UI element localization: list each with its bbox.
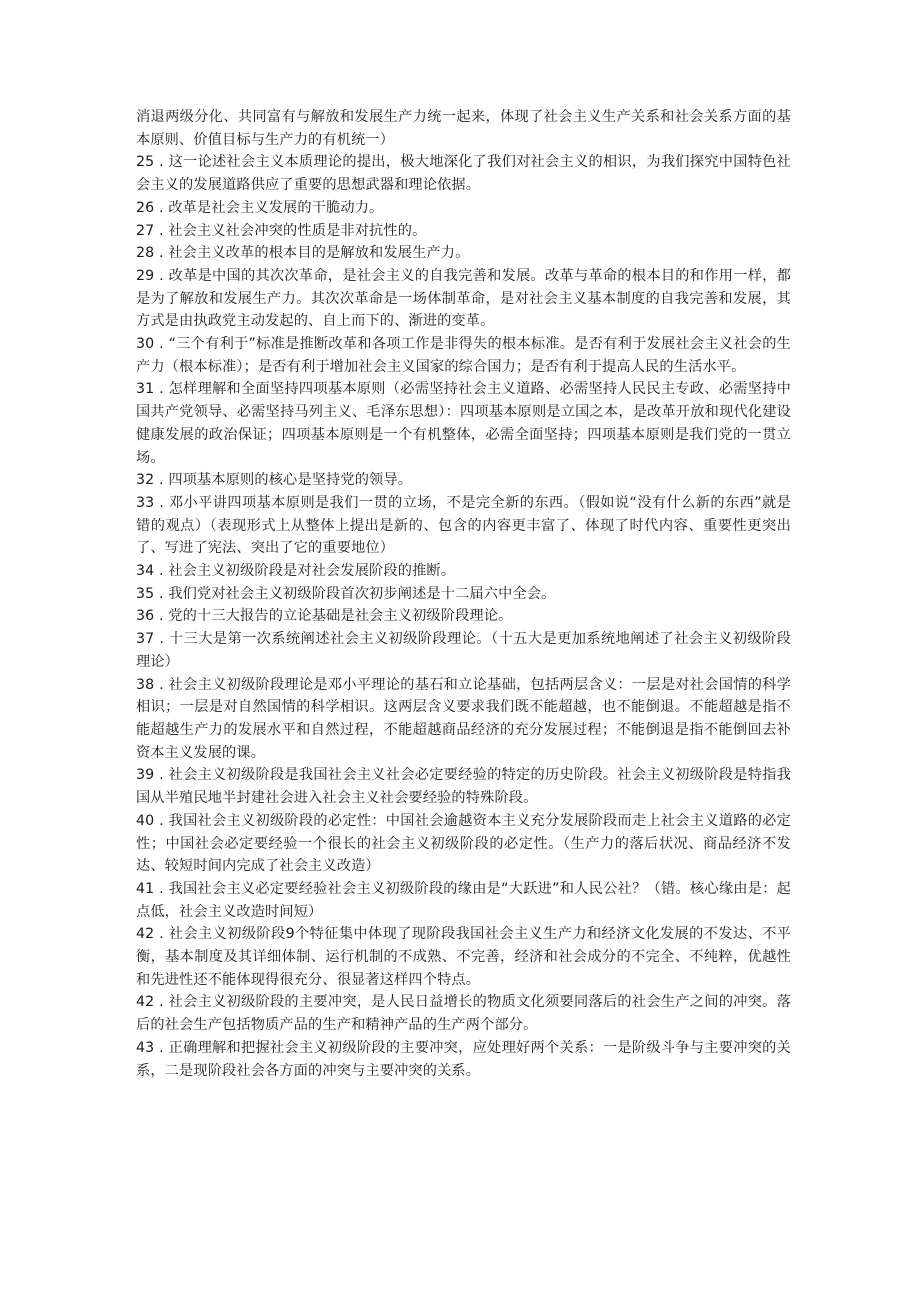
paragraph-item-31: 31 . 怎样理解和全面坚持四项基本原则（必需坚持社会主义道路、必需坚持人民民主专政、必需坚持中国共产党领导、必需坚持马列主义、毛泽东思想）：四项基本原则是立国之本，是改革开放和现代化建设健康发展的政治保证；四项基本原则是一个有机整体，必需全面坚持；四项基本原则是我们党的一贯立场。 — [136, 381, 791, 466]
paragraph-item-42b: 42 . 社会主义初级阶段的主要冲突，是人民日益增长的物质文化须要同落后的社会生产之间的冲突。落后的社会生产包括物质产品的生产和精神产品的生产两个部分。 — [136, 994, 791, 1034]
paragraph-item-26: 26 . 改革是社会主义发展的干脆动力。 — [136, 199, 384, 216]
paragraph-continuation: 消退两级分化、共同富有与解放和发展生产力统一起来，体现了社会主义生产关系和社会关系方面的基本原则、价值目标与生产力的有机统一） — [136, 109, 791, 148]
paragraph-item-30: 30 . “三个有利于”标准是推断改革和各项工作是非得失的根本标准。是否有利于发展社会主义社会的生产力（根本标准）；是否有利于增加社会主义国家的综合国力；是否有利于提高人民的生活水平。 — [136, 336, 791, 375]
paragraph-item-42a: 42 . 社会主义初级阶段9个特征集中体现了现阶段我国社会主义生产力和经济文化发展的不发达、不平衡，基本制度及其详细体制、运行机制的不成熟、不完善，经济和社会成分的不完全、不纯粹，优越性和先进性还不能体现得很充分、很显著这样四个特点。 — [136, 926, 791, 988]
paragraph-item-32: 32 . 四项基本原则的核心是坚持党的领导。 — [136, 472, 413, 489]
paragraph-item-43: 43 . 正确理解和把握社会主义初级阶段的主要冲突，应处理好两个关系：一是阶级斗争与主要冲突的关系，二是现阶段社会各方面的冲突与主要冲突的关系。 — [136, 1039, 791, 1079]
paragraph-item-39: 39 . 社会主义初级阶段是我国社会主义社会必定要经验的特定的历史阶段。社会主义初级阶段是特指我国从半殖民地半封建社会进入社会主义社会要经验的特殊阶段。 — [136, 767, 791, 807]
paragraph-item-41: 41 . 我国社会主义必定要经验社会主义初级阶段的缘由是“大跃进”和人民公社？（错。核心缘由是：起点低，社会主义改造时间短） — [136, 880, 791, 920]
paragraph-item-38: 38 . 社会主义初级阶段理论是邓小平理论的基石和立论基础，包括两层含义：一层是对社会国情的科学相识；一层是对自然国情的科学相识。这两层含义要求我们既不能超越，也不能倒退。不能超越是指不能超越生产力的发展水平和自然过程，不能超越商品经济的充分发展过程；不能倒退是指不能倒回去补资本主义发展的课。 — [136, 676, 791, 761]
paragraph-item-37: 37 . 十三大是第一次系统阐述社会主义初级阶段理论。（十五大是更加系统地阐述了社会主义初级阶段理论） — [136, 631, 791, 670]
document-page — [136, 106, 791, 1082]
paragraph-item-25: 25 . 这一论述社会主义本质理论的提出，极大地深化了我们对社会主义的相识，为我们探究中国特色社会主义的发展道路供应了重要的思想武器和理论依据。 — [136, 154, 791, 194]
paragraph-item-29: 29 . 改革是中国的其次次革命，是社会主义的自我完善和发展。改革与革命的根本目的和作用一样，都是为了解放和发展生产力。其次次革命是一场体制革命，是对社会主义基本制度的自我完善和发展，其方式是由执政党主动发起的、自上而下的、渐进的变革。 — [136, 267, 791, 330]
paragraph-item-33: 33 . 邓小平讲四项基本原则是我们一贯的立场，不是完全新的东西。（假如说“没有什么新的东西”就是错的观点）（表现形式上从整体上提出是新的、包含的内容更丰富了、体现了时代内容、重要性更突出了、写进了宪法、突出了它的重要地位） — [136, 494, 791, 557]
paragraph-item-35: 35 . 我们党对社会主义初级阶段首次初步阐述是十二届六中全会。 — [136, 585, 556, 602]
paragraph-item-40: 40 . 我国社会主义初级阶段的必定性：中国社会逾越资本主义充分发展阶段而走上社会主义道路的必定性；中国社会必定要经验一个很长的社会主义初级阶段的必定性。（生产力的落后状况、商品经济不发达、较短时间内完成了社会主义改造） — [136, 812, 791, 875]
paragraph-item-36: 36 . 党的十三大报告的立论基础是社会主义初级阶段理论。 — [136, 608, 513, 625]
paragraph-item-34: 34 . 社会主义初级阶段是对社会发展阶段的推断。 — [136, 563, 456, 580]
paragraph-item-27: 27 . 社会主义社会冲突的性质是非对抗性的。 — [136, 222, 427, 239]
paragraph-item-28: 28 . 社会主义改革的根本目的是解放和发展生产力。 — [136, 245, 470, 262]
